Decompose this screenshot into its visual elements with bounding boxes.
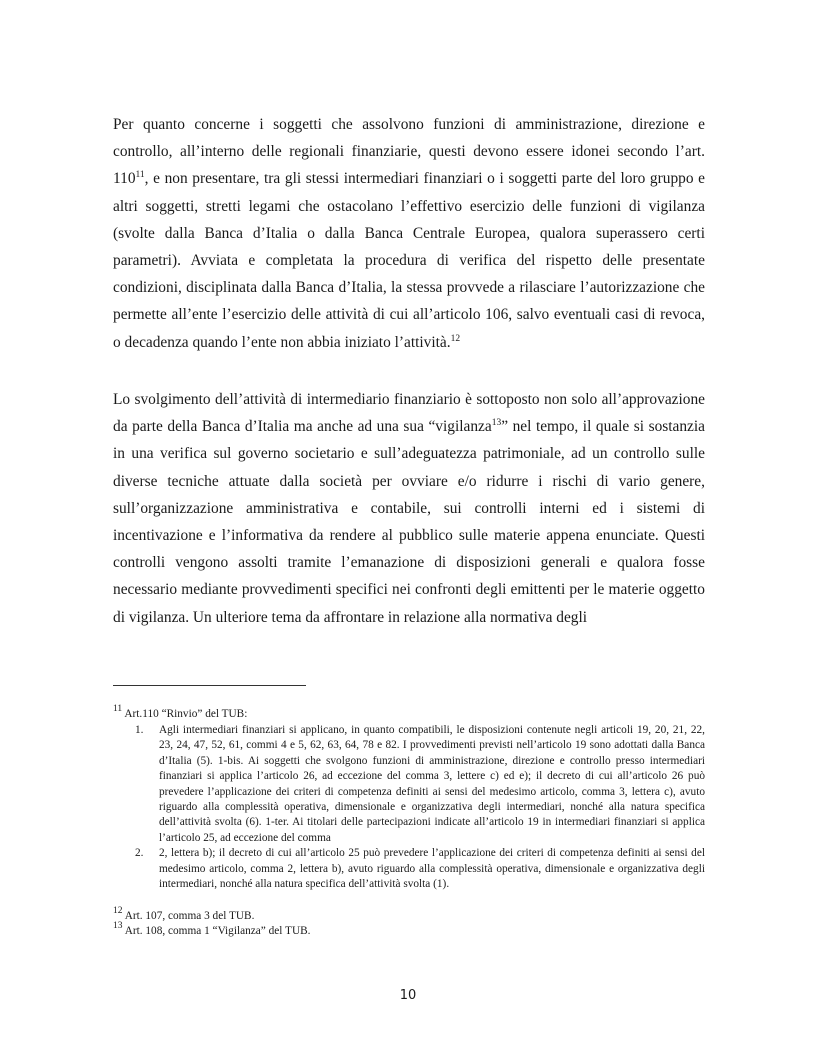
list-item-number: 1. bbox=[135, 724, 144, 736]
body-paragraph-1 bbox=[113, 111, 705, 356]
footnote-text: Art. 108, comma 1 “Vigilanza” del TUB. bbox=[122, 925, 311, 937]
paragraph-text: Per quanto concerne i soggetti che assolvono funzioni di amministrazione, direzione e controllo, all’interno delle regionali finanziarie, questi devono essere idonei secondo l’art. 110 bbox=[113, 116, 705, 188]
footnote-ref-13[interactable]: 13 bbox=[491, 418, 502, 429]
footnote-text: Art. 107, comma 3 del TUB. bbox=[122, 910, 255, 922]
footnote-ref-11[interactable]: 11 bbox=[135, 170, 145, 181]
paragraph-text: , e non presentare, tra gli stessi intermediari finanziari o i soggetti parte del loro gruppo e altri soggetti, stretti legami che ostacolano l’effettivo esercizio delle funzioni di vigilanza (svolte dalla Banca d’Italia o dalla Banca Centrale Europea, qualora superassero certi parametri). Avviata e completata la procedura di verifica del rispetto delle presentate condizioni, disciplinata dalla Banca d’Italia, la stessa provvede a rilasciare l’autorizzazione che permette all’ente l’esercizio delle attività di cui all’articolo 106, salvo eventuali casi di revoca, o decadenza quando l’ente non abbia iniziato l’attività. bbox=[113, 170, 705, 351]
list-item bbox=[113, 723, 705, 846]
footnote-13 bbox=[113, 921, 713, 939]
list-item-text: Agli intermediari finanziari si applicano, in quanto compatibili, le disposizioni contenute negli articoli 19, 20, 21, 22, 23, 24, 47, 52, 61, commi 4 e 5, 62, 63, 64, 78 e 82. I provvedimenti previsti nell’articolo 19 sono adottati dalla Banca d’Italia (5). 1-bis. Ai soggetti che svolgono funzioni di amministrazione, direzione e controllo presso intermediari finanziari si applica l’articolo 26, ad eccezione del comma 3, lettere c) ed e); il decreto di cui all’articolo 26 può prevedere l’applicazione dei criteri di competenza definiti ai sensi del medesimo articolo, comma 3, lettera c), avuto riguardo alla complessità operativa, dimensionale e organizzativa degli intermediari, nonché alla natura specifica dell’attività svolta (6). 1-ter. Ai titolari delle partecipazioni indicate all’articolo 19 in intermediari finanziari si applica l’articolo 25, ad eccezione del comma bbox=[159, 724, 705, 844]
list-item-text: 2, lettera b); il decreto di cui all’articolo 25 può prevedere l’applicazione dei criteri di competenza definiti ai sensi del medesimo articolo, comma 2, lettera b), avuto riguardo alla complessità operativa, dimensionale e organizzativa degli intermediari, nonché alla natura specifica dell’attività svolta (1). bbox=[159, 847, 705, 891]
paragraph-text: ” nel tempo, il quale si sostanzia in una verifica sul governo societario e sull’adeguatezza patrimoniale, ad un controllo sulle diverse tecniche attuate dalla società per ovviare e/o ridurre i rischi di vario genere, sull’organizzazione amministrativa e contabile, sui controlli interni ed i sistemi di incentivazione e l’informativa da rendere al pubblico sulle materie appena enunciate. Questi controlli vengono assolti tramite l’emanazione di disposizioni generali e qualora fosse necessario mediante provvedimenti specifici nei confronti degli emittenti per le materie oggetto di vigilanza. Un ulteriore tema da affrontare in relazione alla normativa degli bbox=[113, 418, 705, 626]
footnote-12 bbox=[113, 906, 713, 924]
list-item bbox=[113, 846, 705, 892]
body-paragraph-2 bbox=[113, 386, 705, 631]
footnote-ref-12[interactable]: 12 bbox=[450, 333, 461, 344]
footnote-mark: 11 bbox=[113, 704, 123, 714]
list-item-number: 2. bbox=[135, 847, 144, 860]
footnote-separator bbox=[113, 685, 306, 686]
footnote-11 bbox=[113, 704, 713, 722]
footnote-mark: 12 bbox=[113, 906, 123, 916]
footnote-text: Art.110 “Rinvio” del TUB: bbox=[122, 708, 248, 720]
page-number: 10 bbox=[399, 988, 417, 1003]
footnote-11-list bbox=[113, 723, 705, 892]
footnote-mark: 13 bbox=[113, 921, 123, 931]
paragraph-text: Lo svolgimento dell’attività di intermediario finanziario è sottoposto non solo all’approvazione da parte della Banca d’Italia ma anche ad una sua “vigilanza bbox=[113, 391, 705, 436]
